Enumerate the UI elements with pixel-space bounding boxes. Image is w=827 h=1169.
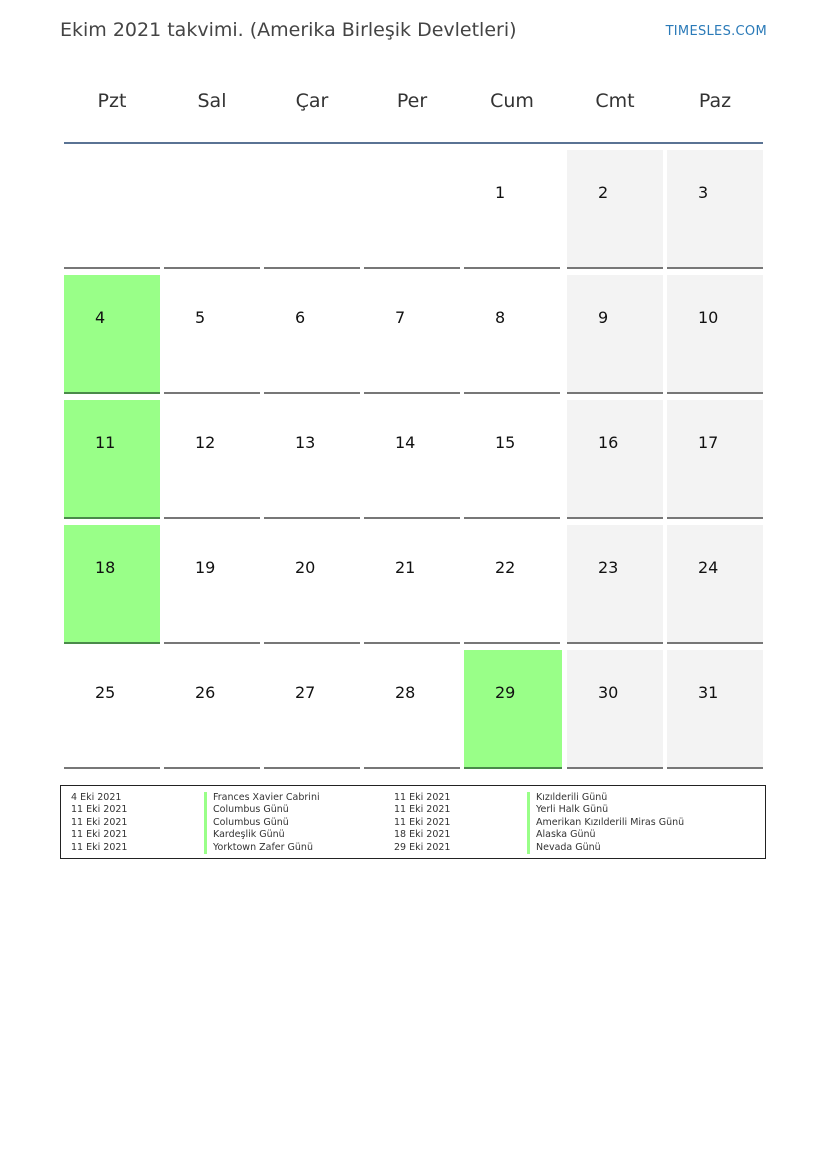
day-number: 14 xyxy=(395,433,416,452)
day-number: 6 xyxy=(295,308,306,327)
day-cell xyxy=(64,275,160,394)
day-number: 7 xyxy=(395,308,406,327)
day-number: 28 xyxy=(395,683,416,702)
day-number: 22 xyxy=(495,558,516,577)
weekday-label: Cmt xyxy=(595,90,635,112)
empty-day-cell xyxy=(64,150,160,269)
day-cell xyxy=(667,150,763,269)
day-cell xyxy=(164,525,260,644)
day-number: 27 xyxy=(295,683,316,702)
day-number: 10 xyxy=(698,308,719,327)
legend-holiday-date: 11 Eki 2021 xyxy=(71,841,128,853)
legend-holiday-date: 4 Eki 2021 xyxy=(71,792,122,803)
day-number: 8 xyxy=(495,308,506,327)
weekday-label: Paz xyxy=(698,90,732,112)
weekday-header-row xyxy=(64,90,763,120)
day-number: 11 xyxy=(95,433,116,452)
day-cell xyxy=(567,400,663,519)
day-cell xyxy=(164,400,260,519)
legend-holiday-name: Frances Xavier Cabrini xyxy=(204,792,320,804)
legend-holiday-date: 29 Eki 2021 xyxy=(394,841,451,853)
day-cell xyxy=(464,525,560,644)
day-cell xyxy=(264,525,360,644)
day-number: 9 xyxy=(598,308,609,327)
legend-holiday-name: Yerli Halk Günü xyxy=(527,804,684,816)
legend-names-column-1 xyxy=(204,792,320,854)
day-number: 20 xyxy=(295,558,316,577)
day-number: 30 xyxy=(598,683,619,702)
day-number: 13 xyxy=(295,433,316,452)
weekday-label: Çar xyxy=(295,90,329,112)
day-cell xyxy=(667,400,763,519)
legend-holiday-name: Yorktown Zafer Günü xyxy=(204,842,320,854)
day-number: 16 xyxy=(598,433,619,452)
legend-names-column-2 xyxy=(527,792,684,854)
day-cell xyxy=(264,400,360,519)
legend-holiday-date: 11 Eki 2021 xyxy=(71,804,128,816)
weekday-label: Per xyxy=(396,90,428,112)
weekday-label: Pzt xyxy=(97,90,127,112)
day-number: 5 xyxy=(195,308,206,327)
day-number: 23 xyxy=(598,558,619,577)
weekday-label: Sal xyxy=(197,90,227,112)
day-cell xyxy=(464,400,560,519)
day-number: 2 xyxy=(598,183,609,202)
legend-holiday-name: Kızılderili Günü xyxy=(527,792,684,804)
day-number: 3 xyxy=(698,183,709,202)
legend-holiday-name: Columbus Günü xyxy=(204,817,320,829)
day-cell xyxy=(464,650,562,769)
day-cell xyxy=(64,400,160,519)
day-number: 25 xyxy=(95,683,116,702)
day-number: 18 xyxy=(95,558,116,577)
day-number: 19 xyxy=(195,558,216,577)
day-cell xyxy=(164,275,260,394)
legend-holiday-date: 11 Eki 2021 xyxy=(71,829,128,841)
legend-holiday-name: Nevada Günü xyxy=(527,842,684,854)
day-number: 21 xyxy=(395,558,416,577)
day-cell xyxy=(667,650,763,769)
weekday-label: Cum xyxy=(490,90,534,112)
legend-holiday-date: 11 Eki 2021 xyxy=(394,792,451,803)
day-cell xyxy=(567,525,663,644)
day-number: 1 xyxy=(495,183,506,202)
day-cell xyxy=(164,650,260,769)
legend-holiday-name: Alaska Günü xyxy=(527,829,684,841)
day-cell xyxy=(364,525,460,644)
day-cell xyxy=(264,650,360,769)
day-cell xyxy=(567,275,663,394)
legend-dates-column-2 xyxy=(394,792,450,854)
legend-dates-column-1 xyxy=(71,792,127,854)
day-cell xyxy=(464,150,560,269)
day-number: 31 xyxy=(698,683,719,702)
day-cell xyxy=(364,400,460,519)
day-cell xyxy=(567,150,663,269)
day-cell xyxy=(667,275,763,394)
day-cell xyxy=(567,650,663,769)
day-number: 15 xyxy=(495,433,516,452)
day-cell xyxy=(464,275,560,394)
legend-holiday-name: Amerikan Kızılderili Miras Günü xyxy=(527,817,684,829)
day-cell xyxy=(264,275,360,394)
legend-holiday-date: 11 Eki 2021 xyxy=(71,816,128,828)
day-cell xyxy=(64,650,160,769)
legend-holiday-name: Columbus Günü xyxy=(204,804,320,816)
day-cell xyxy=(364,275,460,394)
day-number: 12 xyxy=(195,433,216,452)
legend-holiday-date: 11 Eki 2021 xyxy=(394,804,451,816)
day-number: 17 xyxy=(698,433,719,452)
empty-day-cell xyxy=(164,150,260,269)
day-number: 29 xyxy=(495,683,516,702)
day-number: 26 xyxy=(195,683,216,702)
day-cell xyxy=(667,525,763,644)
legend-holiday-date: 18 Eki 2021 xyxy=(394,829,451,841)
header-divider xyxy=(64,142,763,144)
empty-day-cell xyxy=(364,150,460,269)
holiday-legend xyxy=(60,785,766,859)
day-cell xyxy=(64,525,160,644)
page-title: Ekim 2021 takvimi. (Amerika Birleşik Devletleri) xyxy=(60,19,517,41)
brand-link[interactable]: TIMESLES.COM xyxy=(665,24,767,39)
day-cell xyxy=(364,650,460,769)
day-number: 4 xyxy=(95,308,106,327)
empty-day-cell xyxy=(264,150,360,269)
legend-holiday-date: 11 Eki 2021 xyxy=(394,816,451,828)
legend-holiday-name: Kardeşlik Günü xyxy=(204,829,320,841)
day-number: 24 xyxy=(698,558,719,577)
